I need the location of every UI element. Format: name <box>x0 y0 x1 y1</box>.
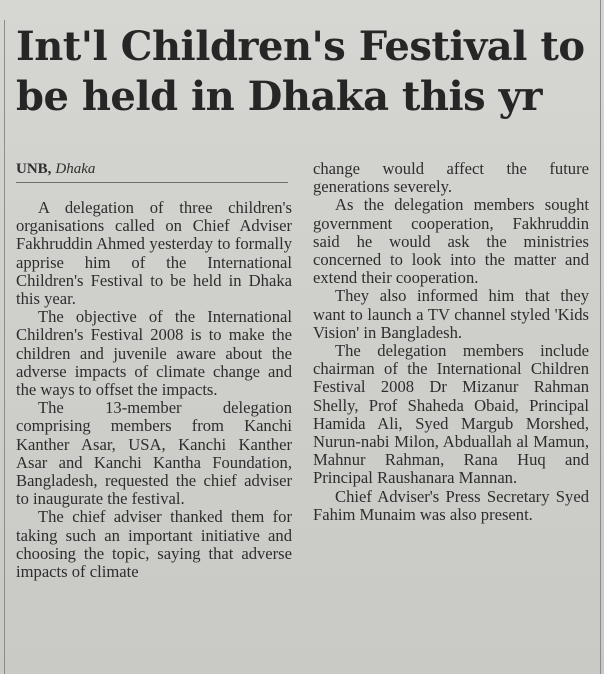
paragraph-4: The chief adviser thanked them for taking such an important initiative and choosing the topic, saying that adverse impacts of climate <box>16 507 292 582</box>
paragraph-5: change would affect the future generations severely. <box>313 159 589 197</box>
paragraph-2: The objective of the International Children's Festival 2008 is to make the children and juvenile aware about the adverse impacts of climate change and the ways to offset the impacts. <box>16 307 292 400</box>
clipping-left-edge <box>4 20 5 674</box>
article-headline: Int'l Children's Festival to be held in Dhaka this yr <box>16 23 585 120</box>
paragraph-1: A delegation of three children's organisations called on Chief Adviser Fakhruddin Ahmed yesterday to formally apprise him of the International Children's Festival to be held in Dhaka this year. <box>16 198 292 309</box>
paragraph-7: They also informed him that they want to launch a TV channel styled 'Kids Vision' in Bangladesh. <box>313 286 589 342</box>
paragraph-3: The 13-member delegation comprising members from Kanchi Kanther Asar, USA, Kanchi Kanther Asar and Kanchi Kantha Foundation, Bangladesh, requested the chief adviser to inaugurate the festival. <box>16 398 292 509</box>
article-column-left <box>16 160 292 581</box>
article-column-right <box>313 160 589 524</box>
byline <box>16 160 288 183</box>
byline-place: Dhaka <box>55 161 96 177</box>
clipping-right-edge <box>600 0 601 674</box>
byline-source: UNB, <box>16 161 52 177</box>
paragraph-8: The delegation members include chairman of the International Children Festival 2008 Dr Mizanur Rahman Shelly, Prof Shaheda Obaid, Principal Hamida Ali, Syed Margub Morshed, Nurun-nabi Milon, Abduallah al Mamun, Mahnur Rahman, Rana Huq and Principal Raushanara Mannan. <box>313 341 589 488</box>
paragraph-6: As the delegation members sought government cooperation, Fakhruddin said he would ask the ministries concerned to look into the matter and extend their cooperation. <box>313 195 589 288</box>
paragraph-9: Chief Adviser's Press Secretary Syed Fahim Munaim was also present. <box>313 486 589 524</box>
